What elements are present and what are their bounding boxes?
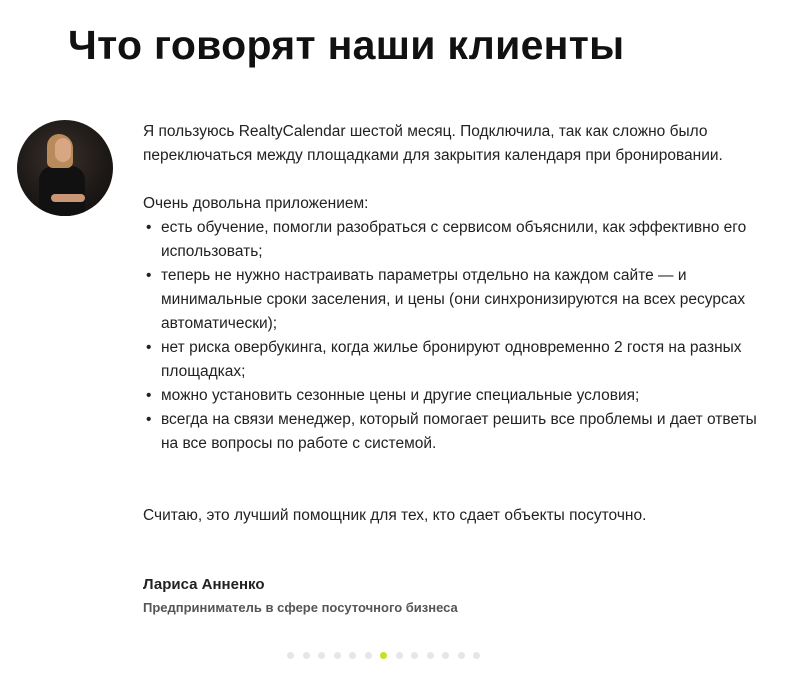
carousel-dot-active[interactable] [380,652,387,659]
list-item: • нет риска овербукинга, когда жилье бронируют одновременно 2 гостя на разных площадках; [143,336,763,384]
review-lead: Очень довольна приложением: [143,195,369,212]
review-text [143,120,763,528]
review-points [143,216,763,456]
carousel-dot[interactable] [349,652,356,659]
section-title: Что говорят наши клиенты [68,22,625,68]
carousel-dot[interactable] [411,652,418,659]
carousel-dot[interactable] [303,652,310,659]
carousel-dot[interactable] [473,652,480,659]
list-item: • есть обучение, помогли разобраться с сервисом объяснили, как эффективно его использовать; [143,216,763,264]
carousel-dot[interactable] [318,652,325,659]
carousel-dot[interactable] [442,652,449,659]
list-item: • теперь не нужно настраивать параметры отдельно на каждом сайте — и минимальные сроки заселения, и цены (они синхронизируются на всех ресурсах автоматически); [143,264,763,336]
carousel-dot[interactable] [365,652,372,659]
carousel-dot[interactable] [287,652,294,659]
author-name: Лариса Анненко [143,576,265,593]
carousel-pagination [287,652,480,659]
review-intro: Я пользуюсь RealtyCalendar шестой месяц. Подключила, так как сложно было переключаться между площадками для закрытия календаря при бронировании. [143,123,723,164]
carousel-dot[interactable] [427,652,434,659]
list-item: • можно установить сезонные цены и другие специальные условия; [143,384,763,408]
carousel-dot[interactable] [458,652,465,659]
list-item: • всегда на связи менеджер, который помогает решить все проблемы и дает ответы на все вопросы по работе с системой. [143,408,763,456]
carousel-dot[interactable] [334,652,341,659]
review-conclusion: Считаю, это лучший помощник для тех, кто сдает объекты посуточно. [143,507,647,524]
author-role: Предприниматель в сфере посуточного бизнеса [143,600,458,615]
carousel-dot[interactable] [396,652,403,659]
author-avatar [17,120,113,216]
